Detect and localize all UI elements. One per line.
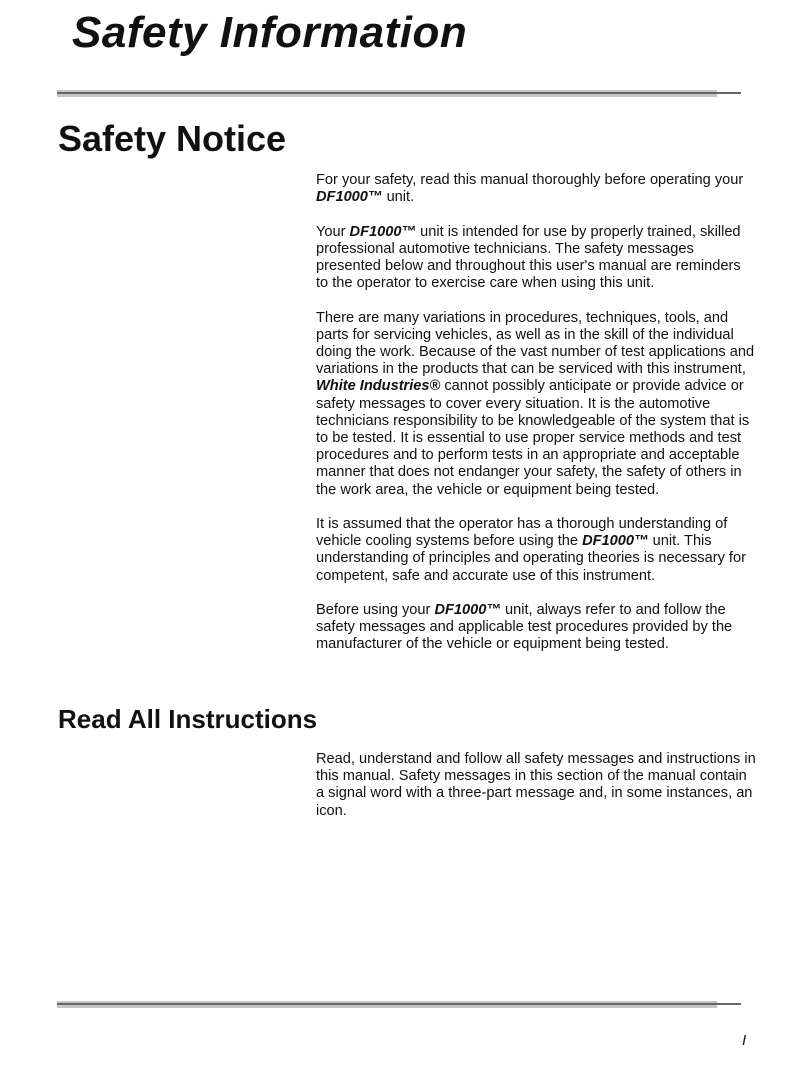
page-number: I	[742, 1032, 747, 1049]
product-name: DF1000™	[316, 189, 383, 206]
product-name: DF1000™	[582, 533, 649, 550]
page-title: Safety Information	[72, 8, 468, 57]
safety-notice-heading: Safety Notice	[58, 118, 287, 159]
read-instructions-body	[316, 751, 756, 837]
notice-paragraph-2: Your DF1000™ unit is intended for use by properly trained, skilled professional automotive technicians. The safety messages presented below and throughout this user's manual are reminders to the operator to exercise care when using this unit.	[316, 223, 741, 292]
product-name: DF1000™	[434, 602, 501, 619]
notice-paragraph-4: It is assumed that the operator has a thorough understanding of vehicle cooling systems before using the DF1000™ unit. This understanding of principles and operating theories is necessary for competent, safe and accurate use of this instrument.	[316, 516, 746, 584]
notice-paragraph-5: Before using your DF1000™ unit, always refer to and follow the safety messages and applicable test procedures provided by the manufacturer of the vehicle or equipment being tested.	[316, 602, 733, 653]
read-instructions-heading: Read All Instructions	[58, 704, 318, 734]
notice-paragraph-1: For your safety, read this manual thoroughly before operating your DF1000™ unit.	[316, 172, 744, 206]
product-name: DF1000™	[349, 223, 417, 240]
footer-divider	[57, 1001, 741, 1008]
notice-paragraph-3: There are many variations in procedures, techniques, tools, and parts for servicing vehicles, as well as in the skill of the individual doing the work. Because of the vast number of test applications and variations in the products that can be serviced with this instrument, White Industries® cannot possibly anticipate or provide advice or safety messages to cover every situation. It is the automotive technicians responsibility to be knowledgeable of the system that is to be tested. It is essential to use proper service methods and test procedures and to perform tests in an appropriate and acceptable manner that does not endanger your safety, the safety of others in the work area, the vehicle or equipment being tested.	[316, 309, 755, 498]
safety-notice-body	[316, 172, 756, 671]
brand-name: White Industries®	[316, 378, 441, 395]
header-divider	[57, 90, 741, 97]
read-paragraph-1: Read, understand and follow all safety messages and instructions in this manual. Safety messages in this section of the manual contain a signal word with a three-part message and, in some instances, an icon.	[316, 751, 756, 819]
